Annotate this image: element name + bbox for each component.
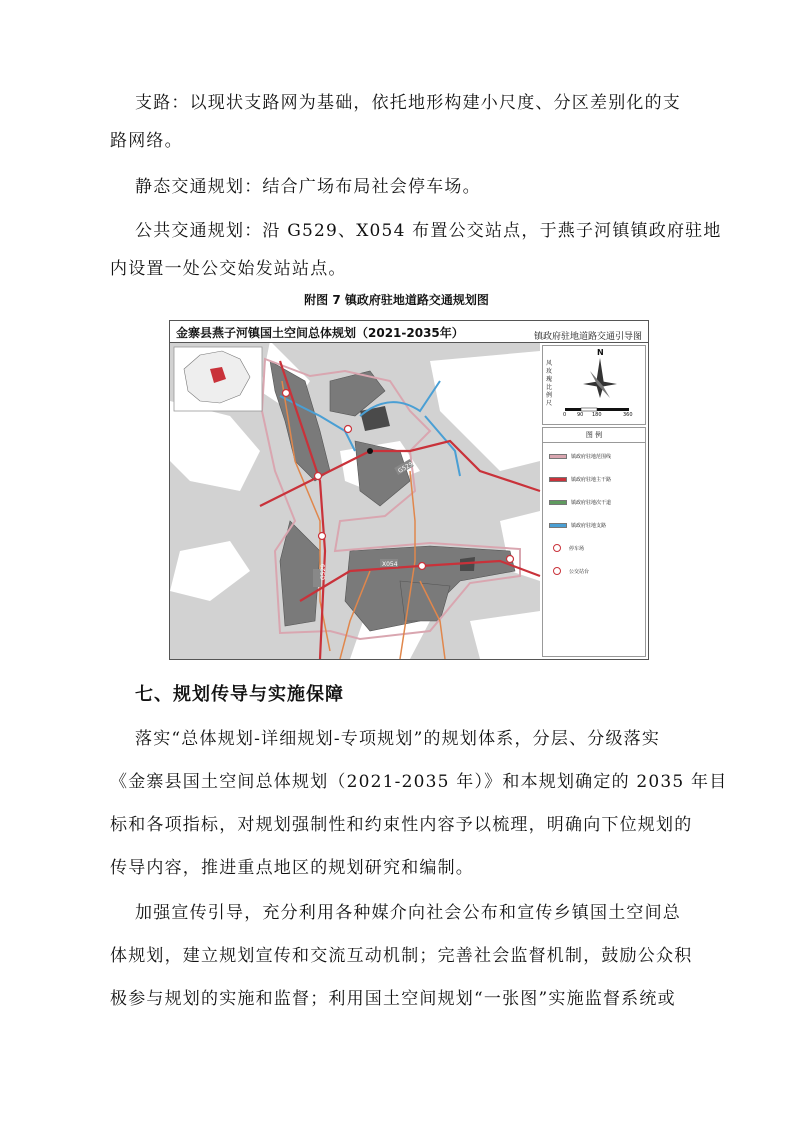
legend-label: 镇政府驻地主干路 (571, 476, 612, 483)
legend-title: 图 例 (543, 428, 645, 443)
legend-item (549, 566, 589, 576)
scale-label: 0 (563, 412, 567, 418)
scale-label: 180 (592, 412, 602, 418)
paragraph-line: 路网络。 (110, 131, 183, 151)
paragraph-line: 极参与规划的实施和监督；利用国土空间规划“一张图”实施监督系统或 (110, 989, 676, 1009)
wind-label: 风玫瑰比例尺 (546, 360, 553, 407)
scale-label: 360 (623, 412, 633, 418)
section-heading: 七、规划传导与实施保障 (135, 684, 344, 705)
legend-item (549, 543, 584, 553)
legend-item (549, 520, 606, 530)
legend-label: 公交站台 (569, 568, 590, 575)
scale-label: 90 (577, 412, 584, 418)
paragraph-line: 公共交通规划：沿 G529、X054 布置公交站点，于燕子河镇镇政府驻地 (135, 221, 722, 241)
line-swatch-icon (549, 454, 567, 459)
paragraph-line: 标和各项指标，对规划强制性和约束性内容予以梳理，明确向下位规划的 (110, 815, 693, 835)
paragraph-line: 内设置一处公交始发站站点。 (110, 259, 347, 279)
legend-item (549, 451, 611, 461)
marker-icon (553, 567, 561, 575)
svg-text:G529: G529 (396, 460, 415, 475)
north-label: N (597, 348, 604, 357)
legend-item (549, 474, 611, 484)
legend-label: 镇政府驻地支路 (571, 522, 607, 529)
legend-panel (542, 427, 646, 657)
planning-map (169, 320, 649, 660)
marker-icon (553, 544, 561, 552)
map-title: 金寨县燕子河镇国土空间总体规划（2021-2035年） (176, 326, 464, 340)
line-swatch-icon (549, 500, 567, 505)
svg-text:X054: X054 (382, 561, 398, 568)
legend-label: 停车场 (569, 545, 585, 552)
paragraph-line: 传导内容，推进重点地区的规划研究和编制。 (110, 858, 474, 878)
figure-caption: 附图 7 镇政府驻地道路交通规划图 (304, 293, 489, 307)
paragraph-line: 支路：以现状支路网为基础，依托地形构建小尺度、分区差别化的支 (135, 93, 681, 113)
svg-text:G529: G529 (320, 563, 327, 580)
map-subtitle: 镇政府驻地道路交通引导图 (533, 332, 642, 342)
compass-panel (542, 345, 646, 425)
paragraph-line: 加强宣传引导，充分利用各种媒介向社会公布和宣传乡镇国土空间总 (135, 903, 681, 923)
paragraph-line: 体规划，建立规划宣传和交流互动机制；完善社会监督机制，鼓励公众积 (110, 946, 693, 966)
line-swatch-icon (549, 523, 567, 528)
title-rule (170, 342, 648, 343)
paragraph-line: 《金寨县国土空间总体规划（2021-2035 年）》和本规划确定的 2035 年目 (110, 772, 728, 792)
paragraph-line: 静态交通规划：结合广场布局社会停车场。 (135, 177, 481, 197)
line-swatch-icon (549, 477, 567, 482)
paragraph-line: 落实“总体规划-详细规划-专项规划”的规划体系，分层、分级落实 (135, 729, 661, 749)
legend-label: 镇政府驻地次干道 (571, 499, 612, 506)
legend-item (549, 497, 611, 507)
legend-label: 镇政府驻地范围线 (571, 453, 612, 460)
